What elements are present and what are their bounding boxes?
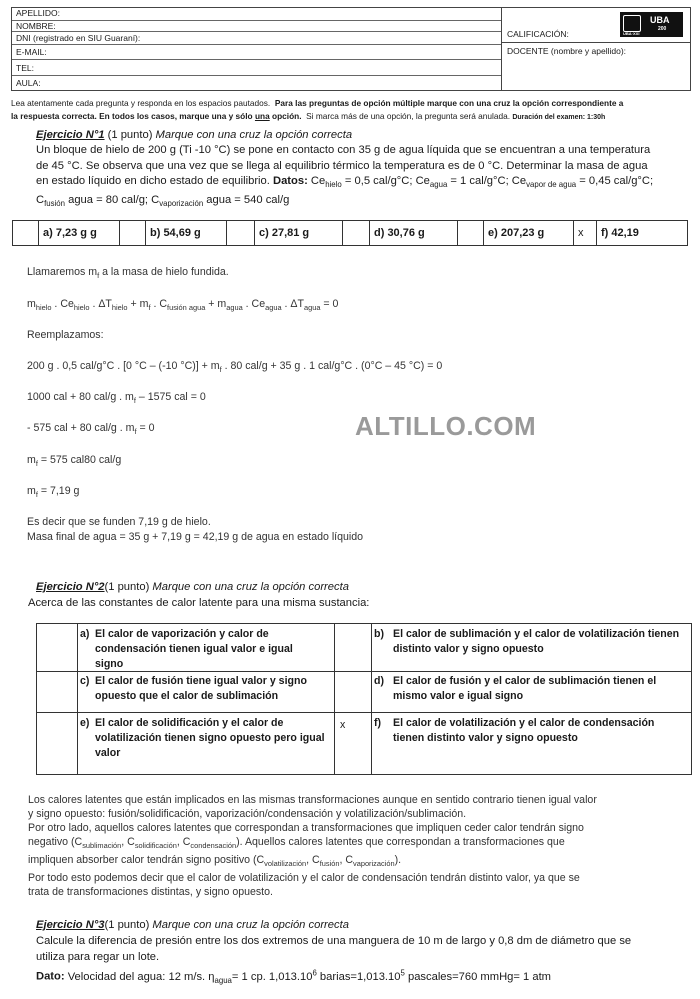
divider: [334, 624, 335, 774]
option-letter: a): [80, 628, 90, 640]
divider: [501, 8, 502, 90]
divider: [37, 712, 691, 713]
exercise-2-options: [36, 623, 692, 775]
answer-mark: x: [578, 227, 584, 239]
student-header-form: [11, 7, 691, 91]
equation-4: - 575 cal + 80 cal/g . $m_f = 0$: [27, 422, 155, 437]
calificacion-label: CALIFICACIÓN:: [507, 29, 569, 39]
field-tel[interactable]: [12, 60, 501, 76]
shield-icon: [623, 15, 641, 32]
solution-2: Los calores latentes que están implicados en las mismas transformaciones aunque en sentido contrario tienen igual valor y signo opuesto: fusión/solidificación, vaporización/condensación y volatilización/sublimación. Por otro lado, aquellos calores latentes que correspondan a transformaciones que impliquen ceder calor tendrán signo negativo ($C_{sublimación}$, $C_{solidificación}$, $C_{condensación}$). Aquellos calores latentes que correspondan a transformaciones que impliquen absorber calor tendrán signo positivo ($C_{volatilización}$, $C_{fusión}$, $C_{vaporización}$). Por todo esto podemos decir que el calor de volatilización y el calor de condensación tendrán distinto valor, ya que se trata de transformaciones distintas, y signo opuesto.: [28, 794, 597, 899]
field-label: TEL:: [16, 63, 34, 73]
docente-label: DOCENTE (nombre y apellido):: [507, 46, 627, 56]
field-label: NOMBRE:: [16, 21, 56, 31]
field-apellido[interactable]: [12, 8, 501, 21]
option-c[interactable]: c) 27,81 g: [254, 221, 342, 245]
field-aula[interactable]: [12, 76, 501, 90]
solution-1-replace: Reemplazamos:: [27, 329, 104, 341]
field-label: DNI (registrado en SIU Guaraní):: [16, 33, 141, 43]
field-dni[interactable]: [12, 32, 501, 45]
field-label: E-MAIL:: [16, 47, 47, 57]
divider: [371, 624, 372, 774]
logo-number: 200: [658, 26, 667, 32]
equation-5: $m_f = 575$ cal80 cal/g: [27, 454, 122, 469]
logo-text: UBA: [650, 15, 670, 25]
checkbox-c[interactable]: [342, 221, 372, 245]
divider: [501, 42, 690, 43]
logo-small: UBA·XXI: [623, 31, 640, 36]
uba-logo: [620, 12, 683, 37]
field-label: APELLIDO:: [16, 8, 60, 18]
equation-3: 1000 cal + 80 cal/g . $m_f - 1575$ cal = 0: [27, 391, 206, 406]
watermark: ALTILLO.COM: [355, 411, 537, 441]
option-letter: d): [374, 675, 384, 687]
exercise-1-statement: Un bloque de hielo de 200 g (Ti -10 °C) se pone en contacto con 35 g de agua líquida que se encuentran a una temperatura de 45 °C. Se observa que una vez que se llega al equilibrio térmico la temperatura es de 0 °C. Determinar la masa de agua en estado líquido en dicho estado de equilibrio. Datos: $Ce_{hielo} = 0,5$ cal/g°C; $Ce_{agua} = 1$ cal/g°C; $Ce_{vapor de agua} = 0,45$ cal/g°C; $C_{fusión}$ agua = 80 cal/g; $C_{vaporización}$ agua = 540 cal/g: [36, 144, 654, 208]
option-f[interactable]: f) 42,19: [596, 221, 688, 245]
instructions-line-2: la respuesta correcta. En todos los casos, marque una y sólo una opción. Si marca más de una opción, la pregunta será anulada. Duración del examen: 1:30h: [11, 111, 606, 121]
field-email[interactable]: [12, 45, 501, 60]
option-letter: b): [374, 628, 384, 640]
option-d[interactable]: d) 30,76 g: [369, 221, 457, 245]
exercise-1-title: Ejercicio N°1 (1 punto) Marque con una cruz la opción correcta: [36, 129, 353, 141]
solution-1-intro: Llamaremos $m_f$ a la masa de hielo fundida.: [27, 266, 229, 281]
answer-mark: x: [340, 719, 346, 731]
equation-2: 200 g . 0,5 cal/g°C . [0 °C – (-10 $^\circ C)] + m_f$ . 80 cal/g + 35 g . 1 cal/g°C . (0°C – 45 °C) = 0: [27, 360, 443, 375]
exercise-2-question: Acerca de las constantes de calor latente para una misma sustancia:: [28, 597, 370, 609]
instructions-line-1: Lea atentamente cada pregunta y responda en los espacios pautados. Para las preguntas de opción múltiple marque con una cruz la opción correspondiente a: [11, 98, 624, 108]
exercise-3-title: Ejercicio N°3(1 punto) Marque con una cruz la opción correcta: [36, 919, 349, 931]
exercise-2-title: Ejercicio N°2(1 punto) Marque con una cruz la opción correcta: [36, 581, 349, 593]
option-e[interactable]: El calor de solidificación y el calor de volatilización tienen signo opuesto pero igual valor: [95, 717, 325, 759]
option-letter: c): [80, 675, 90, 687]
option-c[interactable]: El calor de fusión tiene igual valor y signo opuesto que el calor de sublimación: [95, 675, 307, 702]
checkbox-b[interactable]: [226, 221, 256, 245]
equation-1: $m_{hielo}$ . $Ce_{hielo}$ . $\Delta T_{hielo} + m_f$ . $C_{fusión agua} + m_{agua}$ . $Ce_{agua}$ . $\Delta T_{agua} = 0$: [27, 298, 339, 313]
option-a[interactable]: El calor de vaporización y calor de condensación tienen igual valor e igual signo: [95, 628, 293, 670]
option-e[interactable]: e) 207,23 g: [483, 221, 573, 245]
exercise-1-options: [12, 220, 688, 246]
option-letter: e): [80, 717, 90, 729]
option-d[interactable]: El calor de fusión y el calor de sublimación tienen el mismo valor e igual signo: [393, 675, 657, 702]
option-b[interactable]: El calor de sublimación y el calor de volatilización tienen distinto valor y signo opuesto: [393, 628, 680, 655]
exercise-3-statement: Calcule la diferencia de presión entre los dos extremos de una manguera de 10 m de largo y 0,8 dm de diámetro que se utiliza para regar un lote. Dato: Velocidad del agua: 12 m/s. $\eta_{agua}= 1$ cp. 1,013.10$^6$ $barias=1,013.10^5$ pascales=760 mmHg= 1 atm: [36, 935, 632, 985]
solution-1-conclusion-1: Es decir que se funden 7,19 g de hielo.: [27, 516, 211, 528]
equation-6: $m_f = 7,19$ g: [27, 485, 80, 500]
option-a[interactable]: a) 7,23 g g: [38, 221, 118, 245]
option-f[interactable]: El calor de volatilización y el calor de condensación tienen distinto valor y signo opuesto: [393, 717, 655, 744]
field-label: AULA:: [16, 78, 41, 88]
solution-1-conclusion-2: Masa final de agua = 35 g + 7,19 g = 42,19 g de agua en estado líquido: [27, 531, 364, 543]
option-b[interactable]: b) 54,69 g: [145, 221, 225, 245]
field-nombre[interactable]: [12, 21, 501, 32]
divider: [77, 624, 78, 774]
option-letter: f): [374, 717, 382, 729]
